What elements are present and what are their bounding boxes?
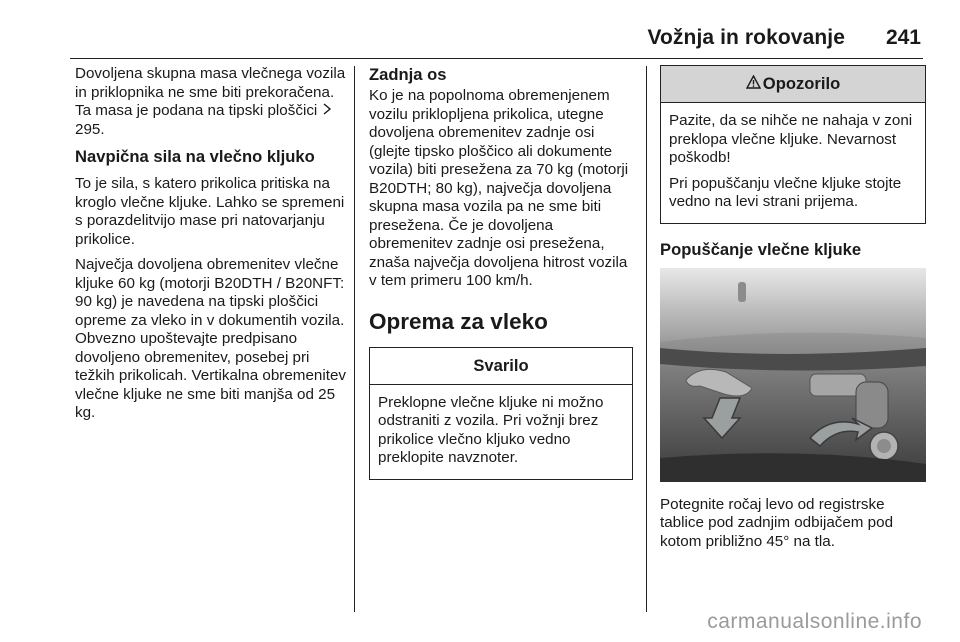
- warning-box-title: Opozorilo: [762, 74, 841, 93]
- rear-axle-paragraph: Ko je na popolnoma obremenjenem vozilu priklopljena prikolica, utegne dovoljena obremenitev zadnje osi (glejte tipsko ploščico ali dokumente vozila) biti presežena za 70 kg (motorji B20DTH; 80 kg), največja dovoljena skupna masa vozila pa ne sme biti presežena. Če je dovoljena obremenitev zadnje osi presežena, znaša največja dovoljena hitrost vozila v tem primeru 100 km/h.: [369, 87, 629, 289]
- vertical-load-paragraph-2: Največja dovoljena obremenitev vlečne kljuke 60 kg (motorji B20DTH / B20NFT: 90 kg) je navedena na tipski ploščici opreme za vleko in v dokumentih vozila. Obvezno upoštevajte predpisano dovoljeno obremenitev, posebej pri težkih prikolicah. Vertikalna obremenitev vlečne kljuke ne sme biti manjša od 25 kg.: [75, 256, 346, 421]
- page-header: [70, 20, 923, 59]
- column-divider: [354, 66, 355, 612]
- warning-triangle-icon: [746, 76, 761, 93]
- reference-arrow-icon: [322, 103, 332, 118]
- caution-box-title: Svarilo: [370, 348, 632, 385]
- section-heading-vertical-load: Navpična sila na vlečno kljuko: [75, 147, 315, 166]
- page-header-title: Vožnja in rokovanje: [647, 26, 845, 49]
- warning-box-header: [661, 66, 925, 103]
- page-number: 241: [885, 26, 921, 49]
- vertical-load-paragraph-1: To je sila, s katero prikolica pritiska na kroglo vlečne kljuke. Lahko se spremeni s porazdelitvijo mase pri natovarjanju prikolice.: [75, 175, 345, 248]
- caution-box: [369, 347, 633, 480]
- section-heading-rear-axle: Zadnja os: [369, 65, 447, 84]
- column-middle: [369, 65, 633, 496]
- intro-text: Dovoljena skupna masa vlečnega vozila in priklopnika ne sme biti prekoračena. Ta masa je podana na tipski ploščici: [75, 65, 346, 119]
- warning-text-1: Pazite, da se nihče ne nahaja v zoni preklopa vlečne kljuke. Nevarnost poškodb!: [669, 112, 913, 166]
- column-right: [660, 65, 926, 558]
- warning-text-2: Pri popuščanju vlečne kljuke stojte vedno na levi strani prijema.: [669, 174, 902, 210]
- intro-paragraph: [75, 65, 347, 139]
- warning-box: [660, 65, 926, 224]
- caution-box-text: Preklopne vlečne kljuke ni možno odstraniti z vozila. Pri vožnji brez prikolice vlečno kljuko vedno preklopite navznoter.: [378, 393, 604, 466]
- tow-hook-release-photo: [660, 268, 926, 482]
- intro-page-reference[interactable]: 295.: [75, 120, 105, 138]
- release-instruction-paragraph: Potegnite ročaj levo od registrske tablice pod zadnjim odbijačem pod kotom približno 45° na tla.: [660, 495, 894, 550]
- column-divider: [646, 66, 647, 612]
- section-heading-release-hook: Popuščanje vlečne kljuke: [660, 239, 862, 259]
- section-title-towing-equipment: Oprema za vleko: [369, 308, 548, 334]
- watermark: carmanualsonline.info: [707, 610, 922, 633]
- column-left: [75, 65, 347, 430]
